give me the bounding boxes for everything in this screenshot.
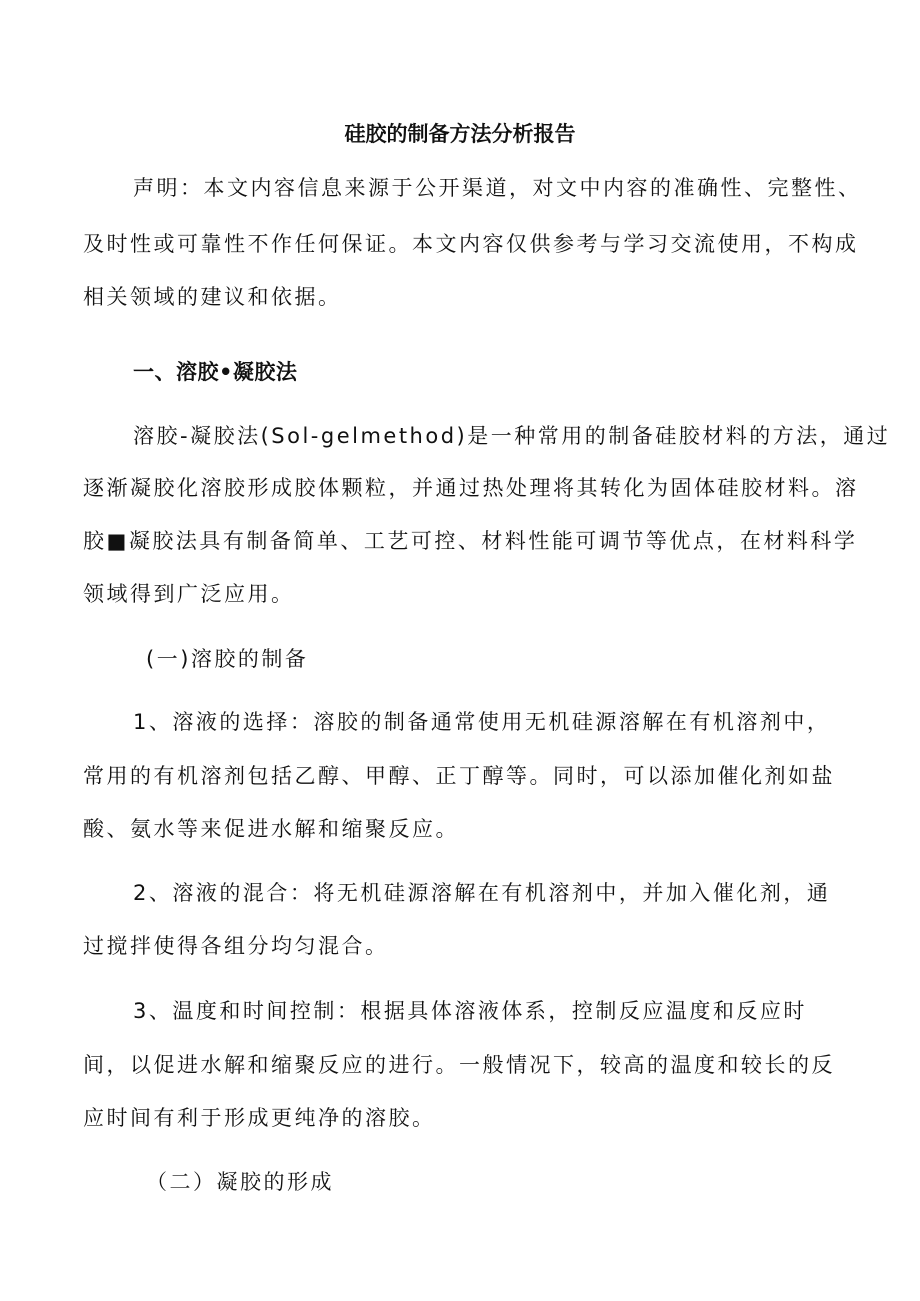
item2-line-2: 过搅拌使得各组分均匀混合。 <box>83 934 389 958</box>
disclaimer-line-1: 声明：本文内容信息来源于公开渠道，对文中内容的准确性、完整性、 <box>133 176 862 200</box>
item3-line-1: 3、温度和时间控制：根据具体溶液体系，控制反应温度和反应时 <box>133 999 807 1023</box>
subsection-heading-2: （二）凝胶的形成 <box>146 1170 334 1194</box>
item2-line-1: 2、溶液的混合：将无机硅源溶解在有机溶剂中，并加入催化剂，通 <box>133 881 831 905</box>
intro-line-3: 胶■凝胶法具有制备简单、工艺可控、材料性能可调节等优点，在材料科学 <box>83 529 858 553</box>
subsection-heading-1: (一)溶胶的制备 <box>146 647 309 671</box>
disclaimer-line-3: 相关领域的建议和依据。 <box>83 285 342 309</box>
item3-line-3: 应时间有利于形成更纯净的溶胶。 <box>83 1106 436 1130</box>
intro-line-2: 逐渐凝胶化溶胶形成胶体颗粒，并通过热处理将其转化为固体硅胶材料。溶 <box>83 476 859 500</box>
item1-line-2: 常用的有机溶剂包括乙醇、甲醇、正丁醇等。同时，可以添加催化剂如盐 <box>83 764 835 788</box>
disclaimer-line-2: 及时性或可靠性不作任何保证。本文内容仅供参考与学习交流使用，不构成 <box>83 232 859 256</box>
item1-line-3: 酸、氨水等来促进水解和缩聚反应。 <box>83 817 459 841</box>
intro-line-1: 溶胶-凝胶法(Sol-gelmethod)是一种常用的制备硅胶材料的方法，通过 <box>133 424 891 448</box>
intro-line-4: 领域得到广泛应用。 <box>83 582 295 606</box>
item1-line-1: 1、溶液的选择：溶胶的制备通常使用无机硅源溶解在有机溶剂中， <box>133 710 831 734</box>
item3-line-2: 间，以促进水解和缩聚反应的进行。一般情况下，较高的温度和较长的反 <box>83 1053 835 1077</box>
section-heading: 一、溶胶•凝胶法 <box>133 360 298 384</box>
document-title: 硅胶的制备方法分析报告 <box>344 122 576 146</box>
